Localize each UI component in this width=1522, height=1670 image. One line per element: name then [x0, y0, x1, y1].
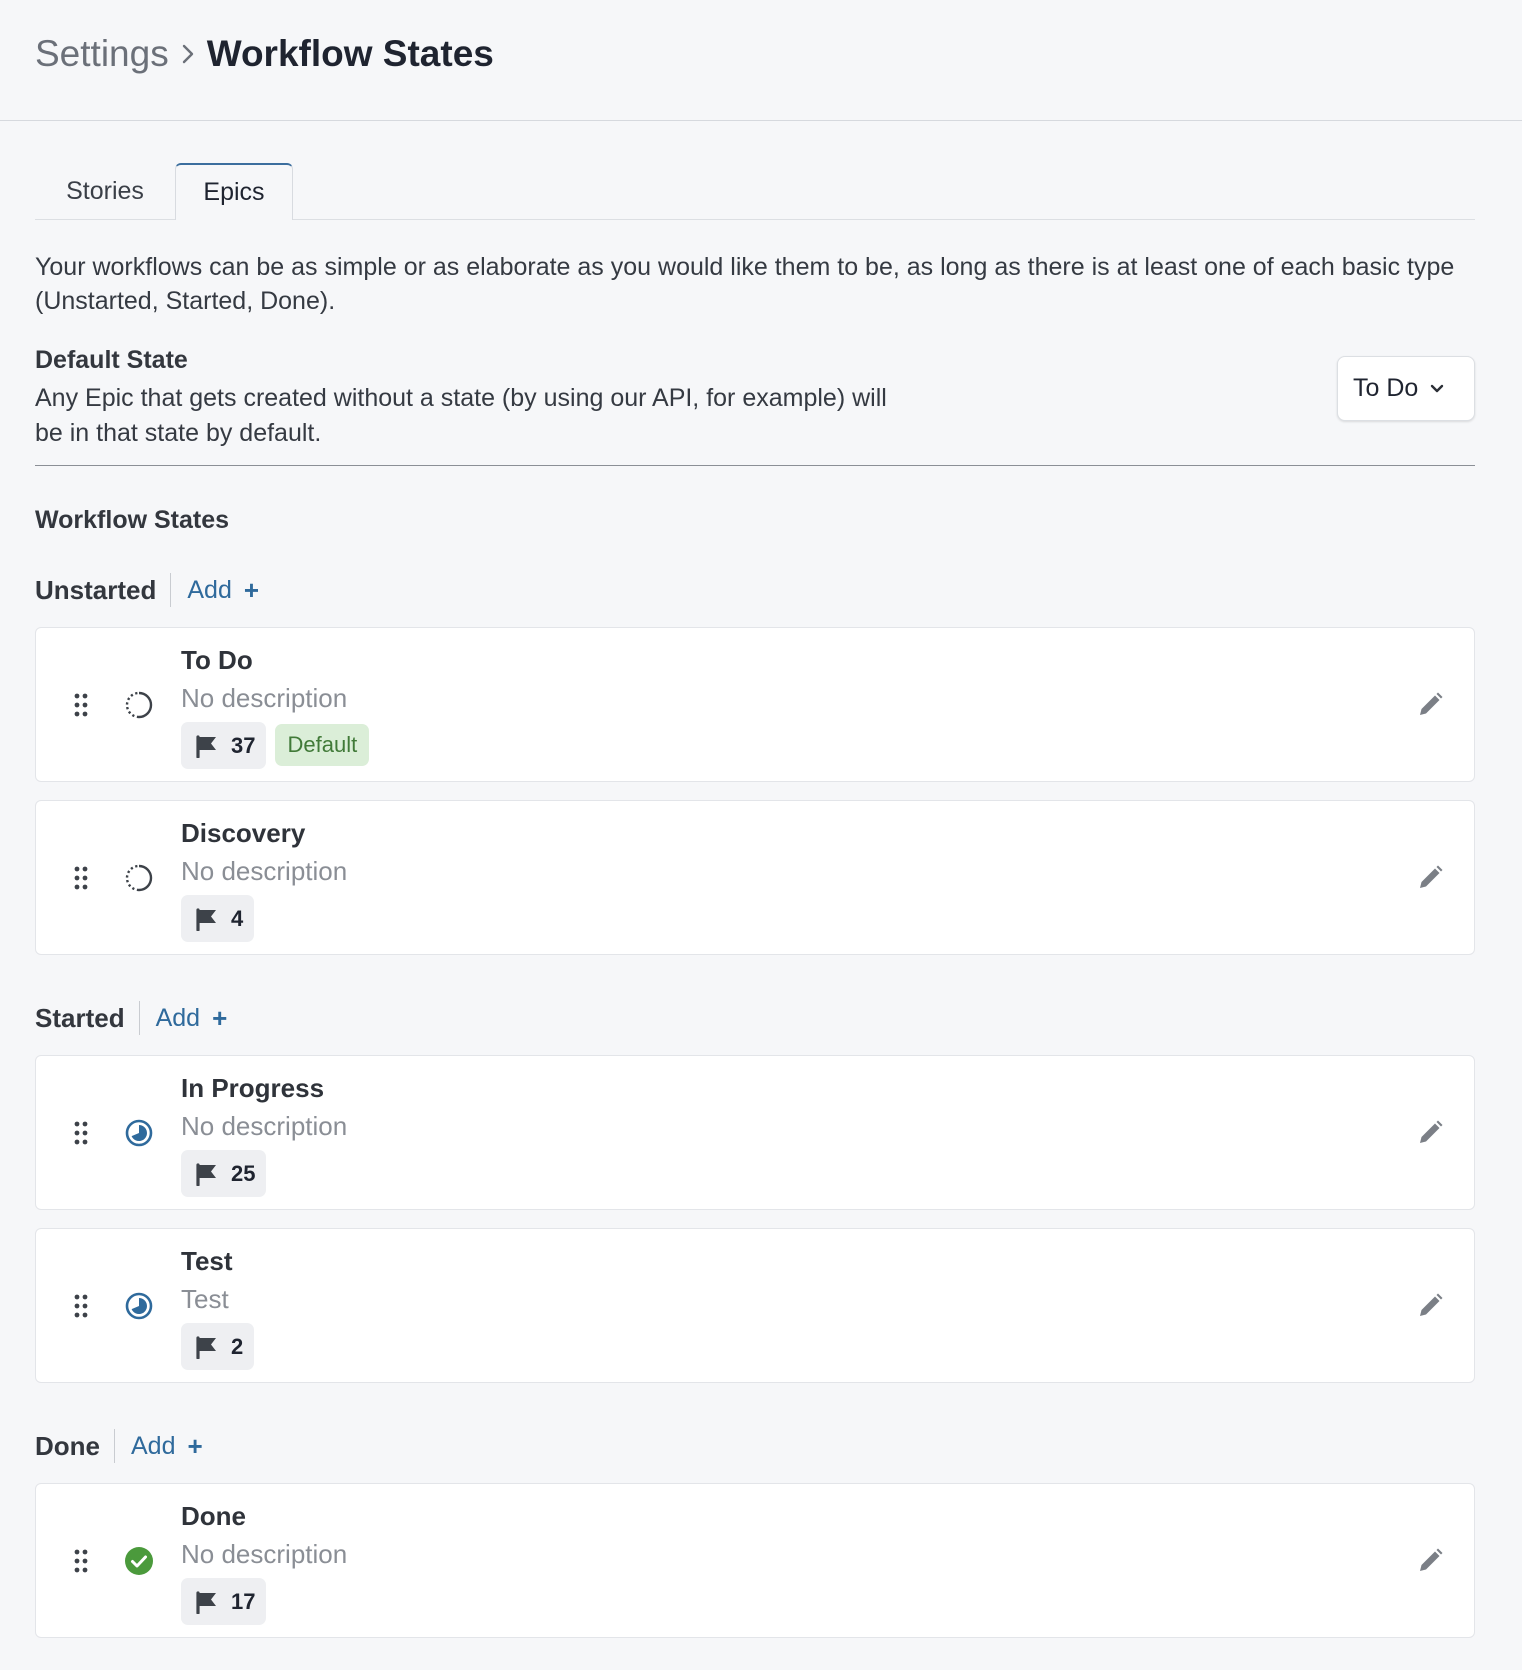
epic-count-pill	[181, 1578, 266, 1625]
edit-pencil-icon[interactable]	[1416, 1056, 1444, 1209]
workflow-state-card	[35, 1055, 1475, 1210]
epic-count-pill	[181, 722, 266, 769]
group-header	[35, 1001, 1475, 1035]
group-header	[35, 1429, 1475, 1463]
flag-icon	[195, 1335, 231, 1359]
edit-pencil-icon[interactable]	[1416, 1229, 1444, 1382]
workflow-state-card	[35, 800, 1475, 955]
state-name: Test	[181, 1246, 233, 1276]
workflow-state-card	[35, 627, 1475, 782]
add-state-link[interactable]	[187, 575, 259, 606]
state-name: To Do	[181, 645, 253, 675]
state-description: No description	[181, 856, 348, 886]
state-pills	[181, 895, 347, 942]
flag-icon	[195, 734, 231, 758]
state-pills	[181, 722, 369, 769]
drag-handle-icon[interactable]	[74, 1484, 88, 1637]
state-pills	[181, 1323, 254, 1370]
state-info	[181, 1072, 347, 1197]
state-group-unstarted	[35, 573, 1475, 955]
chevron-right-icon	[181, 43, 195, 65]
group-label: Unstarted	[35, 573, 171, 607]
state-description: No description	[181, 683, 348, 713]
add-state-link[interactable]	[156, 1003, 228, 1034]
state-group-started	[35, 1001, 1475, 1383]
breadcrumb	[35, 33, 494, 87]
group-header	[35, 573, 1475, 607]
tab-stories[interactable]: Stories	[66, 176, 144, 205]
state-name: Discovery	[181, 818, 306, 848]
default-state-value: To Do	[1353, 374, 1419, 402]
drag-handle-icon[interactable]	[74, 1229, 88, 1382]
page-title: Workflow States	[206, 33, 494, 74]
drag-handle-icon[interactable]	[74, 628, 88, 781]
plus-icon: +	[243, 574, 260, 605]
workflow-state-card	[35, 1483, 1475, 1638]
default-state-select[interactable]	[1337, 356, 1475, 421]
unstarted-icon	[124, 628, 154, 781]
state-name: Done	[181, 1501, 246, 1531]
edit-pencil-icon[interactable]	[1416, 1484, 1444, 1637]
done-icon	[124, 1484, 154, 1637]
page-header	[0, 0, 1522, 121]
breadcrumb-settings-link[interactable]: Settings	[35, 33, 169, 74]
state-pills	[181, 1578, 347, 1625]
state-info	[181, 644, 369, 769]
state-info	[181, 817, 347, 942]
epic-count: 4	[231, 905, 244, 931]
default-state-section	[35, 346, 1475, 466]
flag-icon	[195, 907, 231, 931]
started-icon	[124, 1229, 154, 1382]
epic-count: 25	[231, 1160, 256, 1186]
intro-text: Your workflows can be as simple or as elaborate as you would like them to be, as long as there is at least one of each basic type (Unstarted, Started, Done).	[35, 253, 1455, 315]
epic-count-pill	[181, 895, 254, 942]
epic-count: 37	[231, 732, 256, 758]
state-group-done	[35, 1429, 1475, 1638]
edit-pencil-icon[interactable]	[1416, 801, 1444, 954]
add-label: Add	[187, 575, 232, 604]
drag-handle-icon[interactable]	[74, 1056, 88, 1209]
default-state-title: Default State	[35, 346, 188, 374]
epic-count-pill	[181, 1323, 254, 1370]
add-state-link[interactable]	[131, 1431, 203, 1462]
epic-count-pill	[181, 1150, 266, 1197]
state-description: Test	[181, 1284, 229, 1314]
state-description: No description	[181, 1539, 348, 1569]
tab-epics[interactable]: Epics	[175, 163, 293, 220]
plus-icon: +	[187, 1430, 203, 1461]
main-content	[35, 121, 1475, 1638]
group-label: Started	[35, 1001, 140, 1035]
group-label: Done	[35, 1429, 115, 1463]
workflow-states-heading: Workflow States	[35, 506, 230, 534]
flag-icon	[195, 1162, 231, 1186]
add-label: Add	[155, 1003, 201, 1032]
add-label: Add	[131, 1431, 176, 1460]
unstarted-icon	[124, 801, 154, 954]
epic-count: 17	[231, 1588, 256, 1614]
default-state-description: Any Epic that gets created without a state (by using our API, for example) will be in that state by default.	[35, 384, 887, 447]
state-name: In Progress	[181, 1073, 325, 1103]
workflow-state-card	[35, 1228, 1475, 1383]
workflow-groups	[35, 573, 1475, 1638]
state-info	[181, 1245, 254, 1370]
edit-pencil-icon[interactable]	[1416, 628, 1444, 781]
state-pills	[181, 1150, 347, 1197]
epic-count: 2	[231, 1333, 244, 1359]
started-icon	[124, 1056, 154, 1209]
chevron-down-icon	[1430, 384, 1444, 394]
tab-bar	[35, 164, 1475, 220]
default-badge: Default	[275, 724, 369, 766]
state-info	[181, 1500, 347, 1625]
drag-handle-icon[interactable]	[74, 801, 88, 954]
plus-icon: +	[212, 1002, 228, 1033]
flag-icon	[195, 1590, 231, 1614]
state-description: No description	[181, 1111, 348, 1141]
